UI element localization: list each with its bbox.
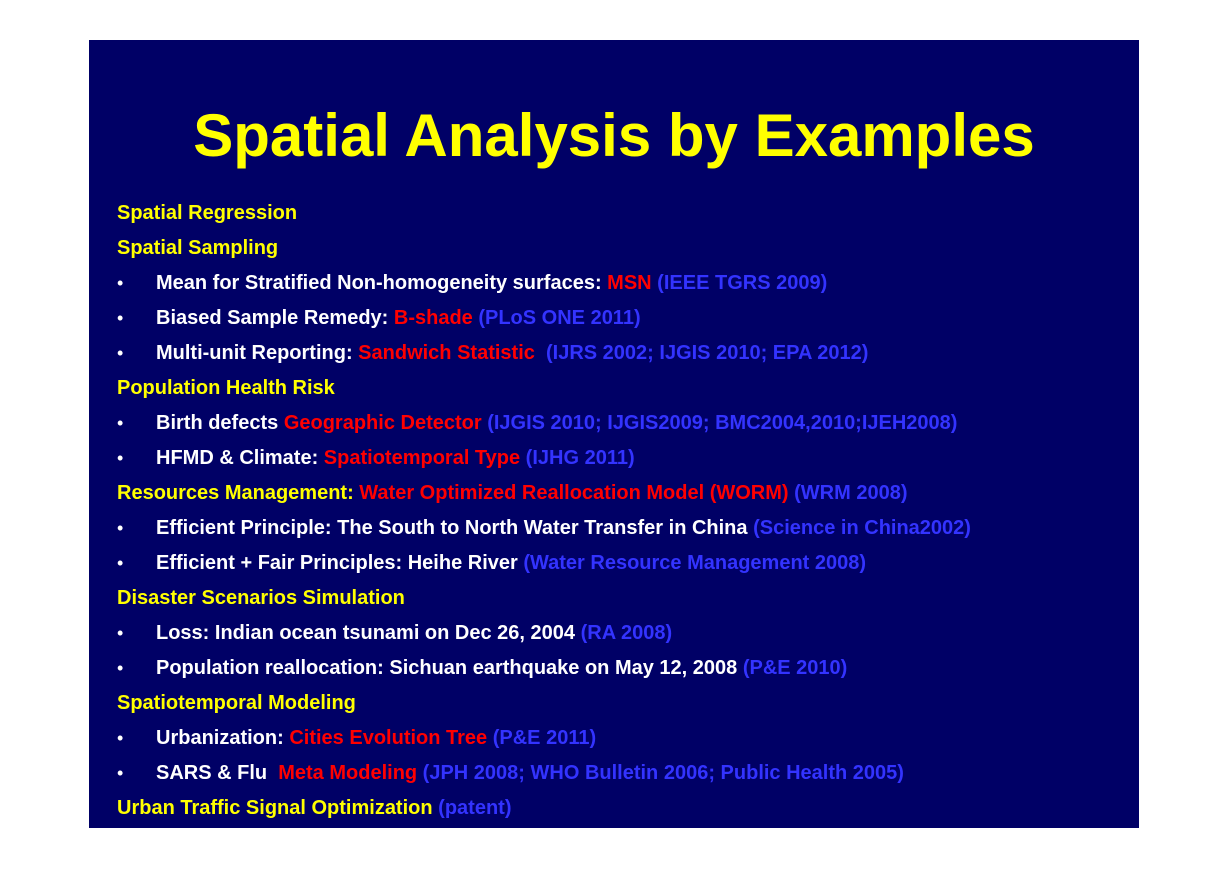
reference-text: (IJRS 2002; IJGIS 2010; EPA 2012): [534, 342, 869, 364]
section-heading: [117, 476, 1137, 511]
reference-text: (patent): [438, 797, 512, 819]
heading-text: Resources Management:: [117, 482, 360, 504]
bullet-marker: •: [117, 273, 124, 293]
bullet-item: [117, 756, 1137, 791]
bullet-content: [156, 756, 904, 791]
bullet-content: [156, 406, 957, 441]
heading-text: Population Health Risk: [117, 377, 335, 399]
heading-text: Spatial Regression: [117, 202, 298, 224]
bullet-item: [117, 546, 1137, 581]
item-text: SARS & Flu: [156, 762, 279, 784]
item-text: Efficient Principle: The South to North Water Transfer in China: [156, 517, 754, 539]
slide-title: Spatial Analysis by Examples: [193, 102, 1035, 169]
bullet-marker: •: [117, 308, 124, 328]
bullet-content: [156, 301, 641, 336]
bullet-content: [156, 336, 868, 371]
section-heading: [117, 231, 1137, 266]
bullet-marker: •: [117, 553, 124, 573]
item-text: HFMD & Climate:: [156, 447, 324, 469]
reference-text: (WRM 2008): [788, 482, 908, 504]
item-text: Urbanization:: [156, 727, 290, 749]
method-name: Geographic Detector: [283, 412, 482, 434]
bullet-marker: •: [117, 728, 124, 748]
bullet-content: [156, 546, 866, 581]
section-heading: [117, 196, 1137, 231]
heading-text: Spatial Sampling: [117, 237, 279, 259]
bullet-marker: •: [117, 763, 124, 783]
bullet-item: [117, 616, 1137, 651]
bullet-marker: •: [117, 623, 124, 643]
method-name: B-shade: [393, 307, 473, 329]
reference-text: (IJHG 2011): [520, 447, 635, 469]
bullet-content: [156, 651, 847, 686]
content-list: [117, 196, 1137, 826]
bullet-item: [117, 336, 1137, 371]
method-name: Water Optimized Reallocation Model (WORM): [359, 482, 789, 504]
bullet-item: [117, 441, 1137, 476]
bullet-marker: •: [117, 448, 124, 468]
reference-text: (PLoS ONE 2011): [472, 307, 641, 329]
method-name: Cities Evolution Tree: [289, 727, 488, 749]
section-heading: [117, 686, 1137, 721]
slide: [89, 40, 1139, 828]
bullet-content: [156, 511, 971, 546]
section-heading: [117, 371, 1137, 406]
section-heading: [117, 581, 1137, 616]
item-text: Multi-unit Reporting:: [156, 342, 359, 364]
reference-text: (P&E 2011): [487, 727, 597, 749]
item-text: Loss: Indian ocean tsunami on Dec 26, 2004: [156, 622, 581, 644]
reference-text: (Water Resource Management 2008): [523, 552, 867, 574]
reference-text: (P&E 2010): [742, 657, 848, 679]
bullet-marker: •: [117, 658, 124, 678]
bullet-content: [156, 266, 827, 301]
bullet-item: [117, 406, 1137, 441]
heading-text: Urban Traffic Signal Optimization: [117, 797, 439, 819]
item-text: Birth defects: [156, 412, 284, 434]
bullet-content: [156, 721, 596, 756]
reference-text: (IJGIS 2010; IJGIS2009; BMC2004,2010;IJEH2008): [481, 412, 958, 434]
bullet-content: [156, 616, 672, 651]
bullet-marker: •: [117, 343, 124, 363]
reference-text: (Science in China2002): [753, 517, 971, 539]
reference-text: (JPH 2008; WHO Bulletin 2006; Public Health 2005): [417, 762, 904, 784]
heading-text: Spatiotemporal Modeling: [117, 692, 356, 714]
bullet-marker: •: [117, 413, 124, 433]
item-text: Mean for Stratified Non-homogeneity surfaces:: [156, 272, 608, 294]
section-heading: [117, 791, 1137, 826]
bullet-item: [117, 511, 1137, 546]
method-name: Sandwich Statistic: [358, 342, 535, 364]
bullet-item: [117, 721, 1137, 756]
bullet-item: [117, 301, 1137, 336]
bullet-item: [117, 266, 1137, 301]
method-name: Meta Modeling: [278, 762, 418, 784]
bullet-item: [117, 651, 1137, 686]
method-name: Spatiotemporal Type: [323, 447, 521, 469]
heading-text: Disaster Scenarios Simulation: [117, 587, 405, 609]
item-text: Biased Sample Remedy:: [156, 307, 394, 329]
method-name: MSN: [607, 272, 652, 294]
bullet-marker: •: [117, 518, 124, 538]
reference-text: (RA 2008): [580, 622, 673, 644]
reference-text: (IEEE TGRS 2009): [651, 272, 828, 294]
item-text: Efficient + Fair Principles: Heihe River: [156, 552, 524, 574]
bullet-content: [156, 441, 635, 476]
item-text: Population reallocation: Sichuan earthquake on May 12, 2008: [156, 657, 743, 679]
